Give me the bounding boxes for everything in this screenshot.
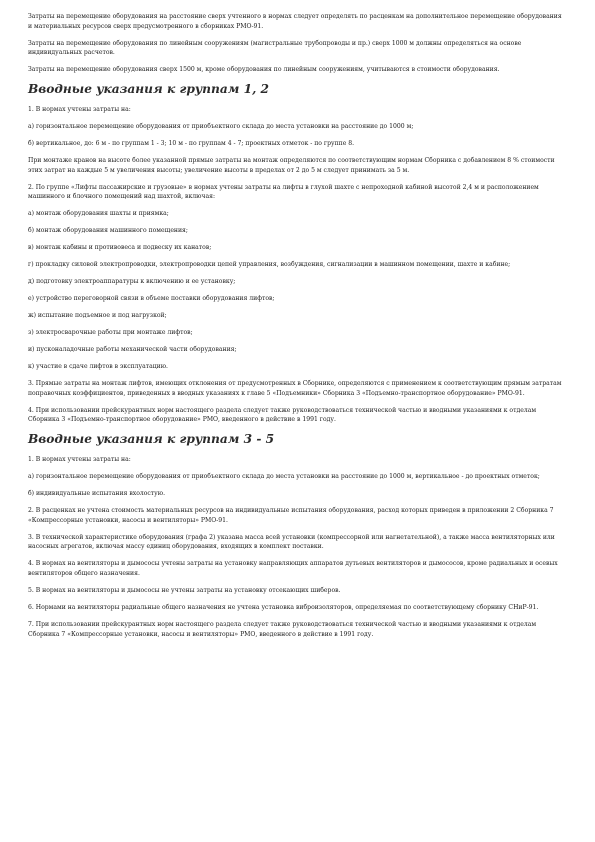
intro-block xyxy=(28,12,564,75)
section-2-paragraph: 1. В нормах учтены затраты на: xyxy=(28,456,131,464)
section-2-paragraph: а) горизонтальное перемещение оборудования от приобъектного склада до места установки на расстояние до 1000 м, вертикальное - до проектных отметок; xyxy=(28,473,540,481)
section-1-heading: Вводные указания к группам 1, 2 xyxy=(28,82,270,97)
section-2-paragraph: 2. В расценках не учтена стоимость материальных ресурсов на индивидуальные испытания оборудования, расход которых приведен в приложении 2 Сборника 7 «Компрессорные установки, насосы и вентиляторы» РМО-91. xyxy=(28,507,554,524)
section-1-paragraph: При монтаже кранов на высоте более указанной прямые затраты на монтаж определяются по соответствующим нормам Сборника с добавлением 8 % стоимости этих затрат на каждые 5 м увеличения высоты; увеличение высоты в пределах от 2 до 5 м следует принимать за 5 м. xyxy=(28,157,555,174)
section-1-paragraph: 2. По группе «Лифты пассажирские и грузовые» в нормах учтены затраты на лифты в глухой шахте с непроходной кабиной высотой 2,4 м и расположением машинного и блочного помещений над шахтой, включая: xyxy=(28,183,539,201)
section-1-body xyxy=(28,105,564,425)
intro-paragraph: Затраты на перемещение оборудования по линейным сооружениям (магистральные трубопроводы и пр.) сверх 1000 м должны определяться на основе индивидуальных расчетов. xyxy=(28,39,522,57)
section-1-paragraph: а) монтаж оборудования шахты и приямка; xyxy=(28,210,169,218)
section-2-heading: Вводные указания к группам 3 - 5 xyxy=(28,432,275,447)
document-page xyxy=(28,12,564,646)
section-1-paragraph: а) горизонтальное перемещение оборудования от приобъектного склада до места установки на расстояние до 1000 м; xyxy=(28,123,414,131)
section-2-paragraph: 5. В нормах на вентиляторы и дымососы не учтены затраты на установку отсекающих шиберов. xyxy=(28,586,341,594)
section-2-paragraph: 6. Нормами на вентиляторы радиальные общего назначения не учтена установка виброизоляторов, определяемая по соответствующему сборнику СНиР-91. xyxy=(28,603,539,611)
section-2-paragraph: 7. При использовании прейскурантных норм настоящего раздела следует также руководствоваться технической частью и вводными указаниями к отделам Сборника 7 «Компрессорные установки, насосы и вентиляторы» РМО, введенного в действие в 1991 году. xyxy=(28,620,537,638)
section-1-paragraph: д) подготовку электроаппаратуры к включению и ее установку; xyxy=(28,278,236,286)
section-2-body xyxy=(28,455,564,639)
section-1-paragraph: г) прокладку силовой электропроводки, электропроводки цепей управления, возбуждения, сигнализации в машинном помещении, шахте и кабине; xyxy=(28,261,511,269)
section-1-paragraph: е) устройство переговорной связи в объеме поставки оборудования лифтов; xyxy=(28,295,275,303)
section-2-paragraph: 3. В технической характеристике оборудования (графа 2) указана масса всей установки (компрессорной или нагнетательной), а также масса вентиляторных или насосных агрегатов, включая массу единиц оборудования, входящих в комплект поставки. xyxy=(28,533,555,551)
section-1-paragraph: 3. Прямые затраты на монтаж лифтов, имеющих отклонения от предусмотренных в Сборнике, определяются с применением к соответствующим прямым затратам поправочных коэффициентов, приведенных в вводных указаниях к главе 5 «Подъемники» Сборника 3 «Подъемно-транспортное оборудование» РМО-91. xyxy=(28,380,562,397)
intro-paragraph: Затраты на перемещение оборудования сверх 1500 м, кроме оборудования по линейным сооружениям, учитываются в стоимости оборудования. xyxy=(28,66,500,74)
section-1-paragraph: з) электросварочные работы при монтаже лифтов; xyxy=(28,329,193,337)
intro-paragraph: Затраты на перемещение оборудования на расстояние сверх учтенного в нормах следует определять по расценкам на дополнительное перемещение оборудования и материальных ресурсов сверх предусмотренного в сборниках РМО-91. xyxy=(28,13,562,30)
section-2-paragraph: б) индивидуальные испытания вхолостую. xyxy=(28,490,166,498)
section-1-paragraph: к) участие в сдаче лифтов в эксплуатацию. xyxy=(28,363,168,371)
section-1-paragraph: б) монтаж оборудования машинного помещения; xyxy=(28,227,188,235)
section-1-paragraph: б) вертикальное, до: 6 м - по группам 1 - 3; 10 м - по группам 4 - 7; проектных отметок - по группе 8. xyxy=(28,140,355,148)
section-1-paragraph: и) пусконаладочные работы механической части оборудования; xyxy=(28,346,237,354)
section-1-paragraph: в) монтаж кабины и противовеса и подвеску их канатов; xyxy=(28,244,212,252)
section-1-paragraph: ж) испытание подъемное и под нагрузкой; xyxy=(28,312,167,320)
section-1-paragraph: 1. В нормах учтены затраты на: xyxy=(28,106,131,114)
section-2-paragraph: 4. В нормах на вентиляторы и дымососы учтены затраты на установку направляющих аппаратов дутьевых вентиляторов и дымососов, кроме радиальных и осевых вентиляторов общего назначения. xyxy=(28,560,558,577)
section-1-paragraph: 4. При использовании прейскурантных норм настоящего раздела следует также руководствоваться технической частью и вводными указаниями к отделам Сборника 3 «Подъемно-транспортное оборудование» РМО, введенного в действие в 1991 году. xyxy=(28,406,537,424)
